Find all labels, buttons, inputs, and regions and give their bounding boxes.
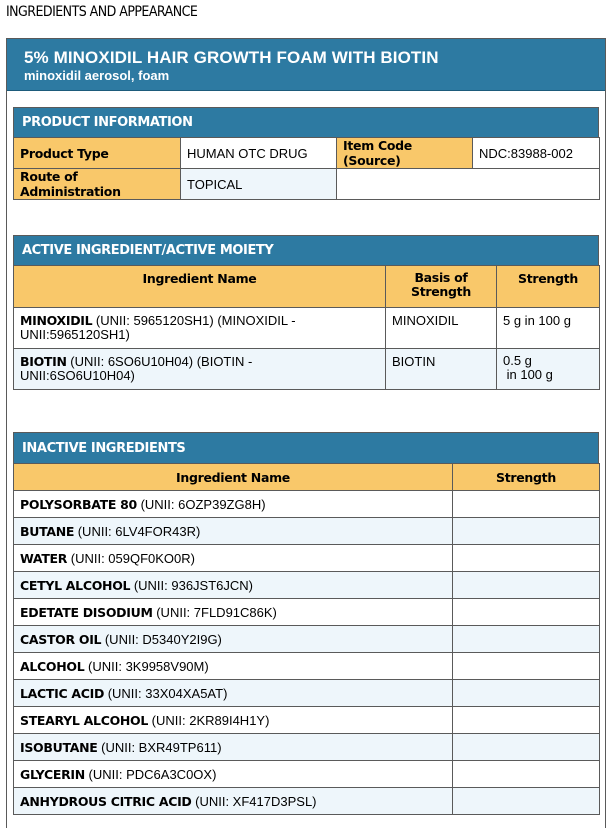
ingredient-name: POLYSORBATE 80: [20, 496, 137, 512]
inactive-ingredient-cell: [14, 761, 453, 788]
section-heading: INGREDIENTS AND APPEARANCE: [6, 4, 198, 20]
inactive-ingredient-cell: [14, 572, 453, 599]
ingredient-unii: (UNII: XF417D3PSL): [191, 793, 317, 809]
ingredient-name: CASTOR OIL: [20, 631, 102, 647]
table-row: [14, 349, 600, 390]
ingredient-unii: (UNII: 936JST6JCN): [130, 577, 254, 593]
product-panel: [6, 38, 606, 828]
ingredient-unii: (UNII: 6SO6U10H04) (BIOTIN -: [66, 354, 253, 369]
ingredient-unii: (UNII: BXR49TP611): [97, 739, 222, 755]
table-row: [14, 599, 600, 626]
product-title: 5% MINOXIDIL HAIR GROWTH FOAM WITH BIOTIN: [24, 48, 439, 67]
strength-cell: [453, 734, 600, 761]
ingredient-name: GLYCERIN: [20, 766, 85, 782]
strength-cell: [453, 788, 600, 815]
product-title-bar: [7, 39, 605, 91]
active-ingredients-title: ACTIVE INGREDIENT/ACTIVE MOIETY: [13, 235, 599, 265]
inactive-header-name: Ingredient Name: [14, 464, 453, 491]
inactive-ingredient-cell: [14, 626, 453, 653]
active-header-basis: [386, 266, 497, 308]
inactive-ingredient-cell: [14, 518, 453, 545]
table-row: [14, 518, 600, 545]
table-row: [14, 734, 600, 761]
table-row: [14, 572, 600, 599]
ingredient-unii-cont: UNII:6SO6U10H04): [20, 368, 135, 383]
ingredient-unii: (UNII: 2KR89I4H1Y): [148, 712, 270, 728]
strength-cell: [453, 761, 600, 788]
active-header-basis-line2: Strength: [411, 284, 471, 299]
active-ingredient-cell: [14, 308, 386, 349]
table-row: [14, 545, 600, 572]
table-row: [14, 707, 600, 734]
ingredient-name: BIOTIN: [20, 354, 67, 369]
strength-cell: [453, 572, 600, 599]
basis-cell: MINOXIDIL: [386, 308, 497, 349]
ingredient-name: ANHYDROUS CITRIC ACID: [20, 793, 192, 809]
strength-cell: [453, 599, 600, 626]
inactive-ingredient-cell: [14, 734, 453, 761]
inactive-ingredient-cell: [14, 491, 453, 518]
route-label: Route of Administration: [14, 169, 181, 200]
ingredient-unii: (UNII: 7FLD91C86K): [152, 604, 277, 620]
ingredient-unii: (UNII: 6OZP39ZG8H): [136, 496, 266, 512]
ingredient-unii: (UNII: D5340Y2I9G): [101, 631, 222, 647]
table-row: [14, 788, 600, 815]
active-header-strength: Strength: [497, 266, 600, 308]
strength-cell: [453, 707, 600, 734]
table-row: [14, 308, 600, 349]
strength-cell: [453, 626, 600, 653]
inactive-ingredient-cell: [14, 653, 453, 680]
strength-cell: [453, 680, 600, 707]
ingredient-name: MINOXIDIL: [20, 313, 93, 328]
product-information-title: PRODUCT INFORMATION: [13, 107, 599, 137]
ingredient-unii: (UNII: 6LV4FOR43R): [74, 523, 201, 539]
inactive-header-strength: Strength: [453, 464, 600, 491]
inactive-ingredient-cell: [14, 707, 453, 734]
ingredient-unii: (UNII: PDC6A3C0OX): [84, 766, 217, 782]
product-type-label: Product Type: [14, 138, 181, 169]
product-information-table: [13, 137, 600, 200]
inactive-ingredient-cell: [14, 599, 453, 626]
inactive-ingredients-table: [13, 463, 600, 815]
ingredient-name: EDETATE DISODIUM: [20, 604, 153, 620]
route-value: TOPICAL: [181, 169, 337, 200]
strength-cell: [453, 518, 600, 545]
table-row: [14, 761, 600, 788]
product-type-value: HUMAN OTC DRUG: [181, 138, 337, 169]
strength-line2: in 100 g: [503, 367, 553, 382]
inactive-ingredient-cell: [14, 788, 453, 815]
item-code-label: Item Code (Source): [337, 138, 473, 169]
table-row: [14, 491, 600, 518]
strength-cell: [453, 545, 600, 572]
strength-cell: [497, 349, 600, 390]
ingredient-name: ALCOHOL: [20, 658, 85, 674]
empty-cell: [337, 169, 600, 200]
basis-cell: BIOTIN: [386, 349, 497, 390]
active-ingredients-table: [13, 265, 600, 390]
ingredient-unii: (UNII: 3K9958V90M): [84, 658, 209, 674]
ingredient-name: ISOBUTANE: [20, 739, 98, 755]
strength-cell: 5 g in 100 g: [497, 308, 600, 349]
inactive-ingredients-title: INACTIVE INGREDIENTS: [13, 432, 599, 463]
ingredient-unii-cont: UNII:5965120SH1): [20, 327, 130, 342]
ingredient-unii: (UNII: 059QF0KO0R): [67, 550, 195, 566]
ingredient-name: BUTANE: [20, 523, 75, 539]
table-row: [14, 680, 600, 707]
inactive-ingredient-cell: [14, 545, 453, 572]
table-row: [14, 626, 600, 653]
strength-cell: [453, 491, 600, 518]
active-ingredient-cell: [14, 349, 386, 390]
strength-line1: 0.5 g: [503, 353, 532, 368]
item-code-value: NDC:83988-002: [473, 138, 600, 169]
table-row: [14, 653, 600, 680]
active-header-name: Ingredient Name: [14, 266, 386, 308]
active-header-basis-line1: Basis of: [414, 270, 468, 285]
ingredient-name: STEARYL ALCOHOL: [20, 712, 149, 728]
ingredient-name: WATER: [20, 550, 68, 566]
ingredient-name: CETYL ALCOHOL: [20, 577, 131, 593]
ingredient-name: LACTIC ACID: [20, 685, 105, 701]
strength-cell: [453, 653, 600, 680]
ingredient-unii: (UNII: 5965120SH1) (MINOXIDIL -: [92, 313, 296, 328]
product-subtitle: minoxidil aerosol, foam: [24, 68, 170, 83]
inactive-ingredient-cell: [14, 680, 453, 707]
ingredient-unii: (UNII: 33X04XA5AT): [104, 685, 228, 701]
